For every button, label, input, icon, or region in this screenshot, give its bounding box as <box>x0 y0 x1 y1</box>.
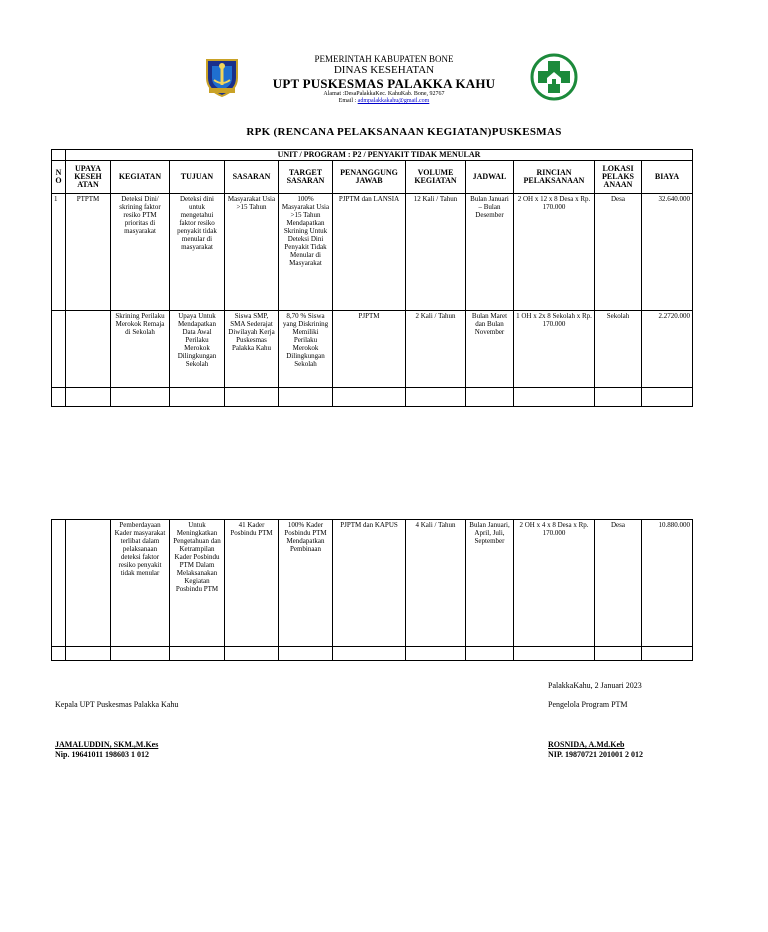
table-row <box>52 311 693 388</box>
table-cell: 41 Kader Posbindu PTM <box>225 520 279 647</box>
document-title: RPK (RENCANA PELAKSANAAN KEGIATAN)PUSKESMAS <box>246 126 562 138</box>
table-cell: 10.880.000 <box>642 520 693 647</box>
header-address: Alamat :DesaPalakkaKec. KahuKab. Bone, 92767 <box>323 91 445 97</box>
table-cell <box>52 311 66 388</box>
table-cell: 1 <box>52 194 66 311</box>
col-header: UPAYA KESEH ATAN <box>66 161 111 194</box>
table-cell: 100% Kader Posbindu PTM Mendapatkan Pembinaan <box>279 520 333 647</box>
table-cell: Bulan Maret dan Bulan November <box>466 311 514 388</box>
table-cell: 2 OH x 4 x 8 Desa x Rp. 170.000 <box>514 520 595 647</box>
table-cell: PTPTM <box>66 194 111 311</box>
table-cell <box>52 520 66 647</box>
col-header: KEGIATAN <box>111 161 170 194</box>
col-header: TUJUAN <box>170 161 225 194</box>
table-cell: 32.640.000 <box>642 194 693 311</box>
header-institution: UPT PUSKESMAS PALAKKA KAHU <box>272 76 496 91</box>
empty-row <box>52 647 693 661</box>
table-cell: Upaya Untuk Mendapatkan Data Awal Perilaku Merokok Dilingkungan Sekolah <box>170 311 225 388</box>
col-header: VOLUME KEGIATAN <box>406 161 466 194</box>
place-date: PalakkaKahu, 2 Januari 2023 <box>548 681 642 690</box>
table-cell: Untuk Meningkatkan Pengetahuan dan Ketrampilan Kader Posbindu PTM Dalam Melaksanakan Kegiatan Posbindu PTM <box>170 520 225 647</box>
table-row <box>52 520 693 647</box>
table-cell: Sekolah <box>595 311 642 388</box>
rpk-table <box>51 149 693 407</box>
email-label: Email : <box>338 98 357 104</box>
head-name: JAMALUDDIN, SKM.,M.Kes <box>55 740 159 749</box>
blank-cell <box>52 150 66 161</box>
col-header: SASARAN <box>225 161 279 194</box>
table-cell <box>66 311 111 388</box>
table-cell: Skrining Perilaku Merokok Remaja di Sekolah <box>111 311 170 388</box>
table-row <box>52 194 693 311</box>
table-cell: Masyarakat Usia >15 Tahun <box>225 194 279 311</box>
unit-program: UNIT / PROGRAM : P2 / PENYAKIT TIDAK MENULAR <box>66 150 693 161</box>
table-cell: PJPTM <box>333 311 406 388</box>
table-cell: 100% Masyarakat Usia >15 Tahun Mendapatkan Skrining Untuk Deteksi Dini Penyakit Tidak Menular di Masyarakat <box>279 194 333 311</box>
table-cell: Pemberdayaan Kader masyarakat terlibat dalam pelaksanaan deteksi faktor resiko penyakit tidak menular <box>111 520 170 647</box>
header-department: DINAS KESEHATAN <box>333 64 435 76</box>
rpk-table-continued <box>51 519 693 661</box>
table-cell: Siswa SMP, SMA Sederajat Diwilayah Kerja Puskesmas Palakka Kahu <box>225 311 279 388</box>
col-header: LOKASI PELAKS ANAAN <box>595 161 642 194</box>
manager-nip: NIP. 19870721 201001 2 012 <box>548 750 644 759</box>
table-cell: 1 OH x 2x 8 Sekolah x Rp. 170.000 <box>514 311 595 388</box>
col-header: PENANGGUNG JAWAB <box>333 161 406 194</box>
table-cell: 12 Kali / Tahun <box>406 194 466 311</box>
table-cell: 4 Kali / Tahun <box>406 520 466 647</box>
manager-title: Pengelola Program PTM <box>548 700 628 709</box>
col-header: JADWAL <box>466 161 514 194</box>
table-cell <box>66 520 111 647</box>
col-header: N O <box>52 161 66 194</box>
table-cell: 2 Kali / Tahun <box>406 311 466 388</box>
head-title: Kepala UPT Puskesmas Palakka Kahu <box>55 700 179 709</box>
email-link[interactable]: admpalakkakahu@gmail.com <box>357 98 430 104</box>
table-cell: PJPTM dan KAPUS <box>333 520 406 647</box>
col-header: TARGET SASARAN <box>279 161 333 194</box>
table-cell: Desa <box>595 520 642 647</box>
table-cell: 2.2720.000 <box>642 311 693 388</box>
header-email-line <box>0 98 768 104</box>
col-header: BIAYA <box>642 161 693 194</box>
table-cell: 2 OH x 12 x 8 Desa x Rp. 170.000 <box>514 194 595 311</box>
table-cell: Deteksi Dini/ skrining faktor resiko PTM prioritas di masyarakat <box>111 194 170 311</box>
table-cell: Bulan Januari – Bulan Desember <box>466 194 514 311</box>
header-government: PEMERINTAH KABUPATEN BONE <box>314 54 454 64</box>
table-cell: Deteksi dini untuk mengetahui faktor resiko penyakit tidak menular di masyarakat <box>170 194 225 311</box>
table-cell: Bulan Januari, April, Juli, September <box>466 520 514 647</box>
table-cell: Desa <box>595 194 642 311</box>
manager-name: ROSNIDA, A.Md.Keb <box>548 740 625 749</box>
head-nip: Nip. 19641011 198603 1 012 <box>55 750 150 759</box>
col-header: RINCIAN PELAKSANAAN <box>514 161 595 194</box>
empty-row <box>52 388 693 407</box>
table-cell: 8,70 % Siswa yang Diskrining Memiliki Perilaku Merokok Dilingkungan Sekolah <box>279 311 333 388</box>
table-cell: PJPTM dan LANSIA <box>333 194 406 311</box>
